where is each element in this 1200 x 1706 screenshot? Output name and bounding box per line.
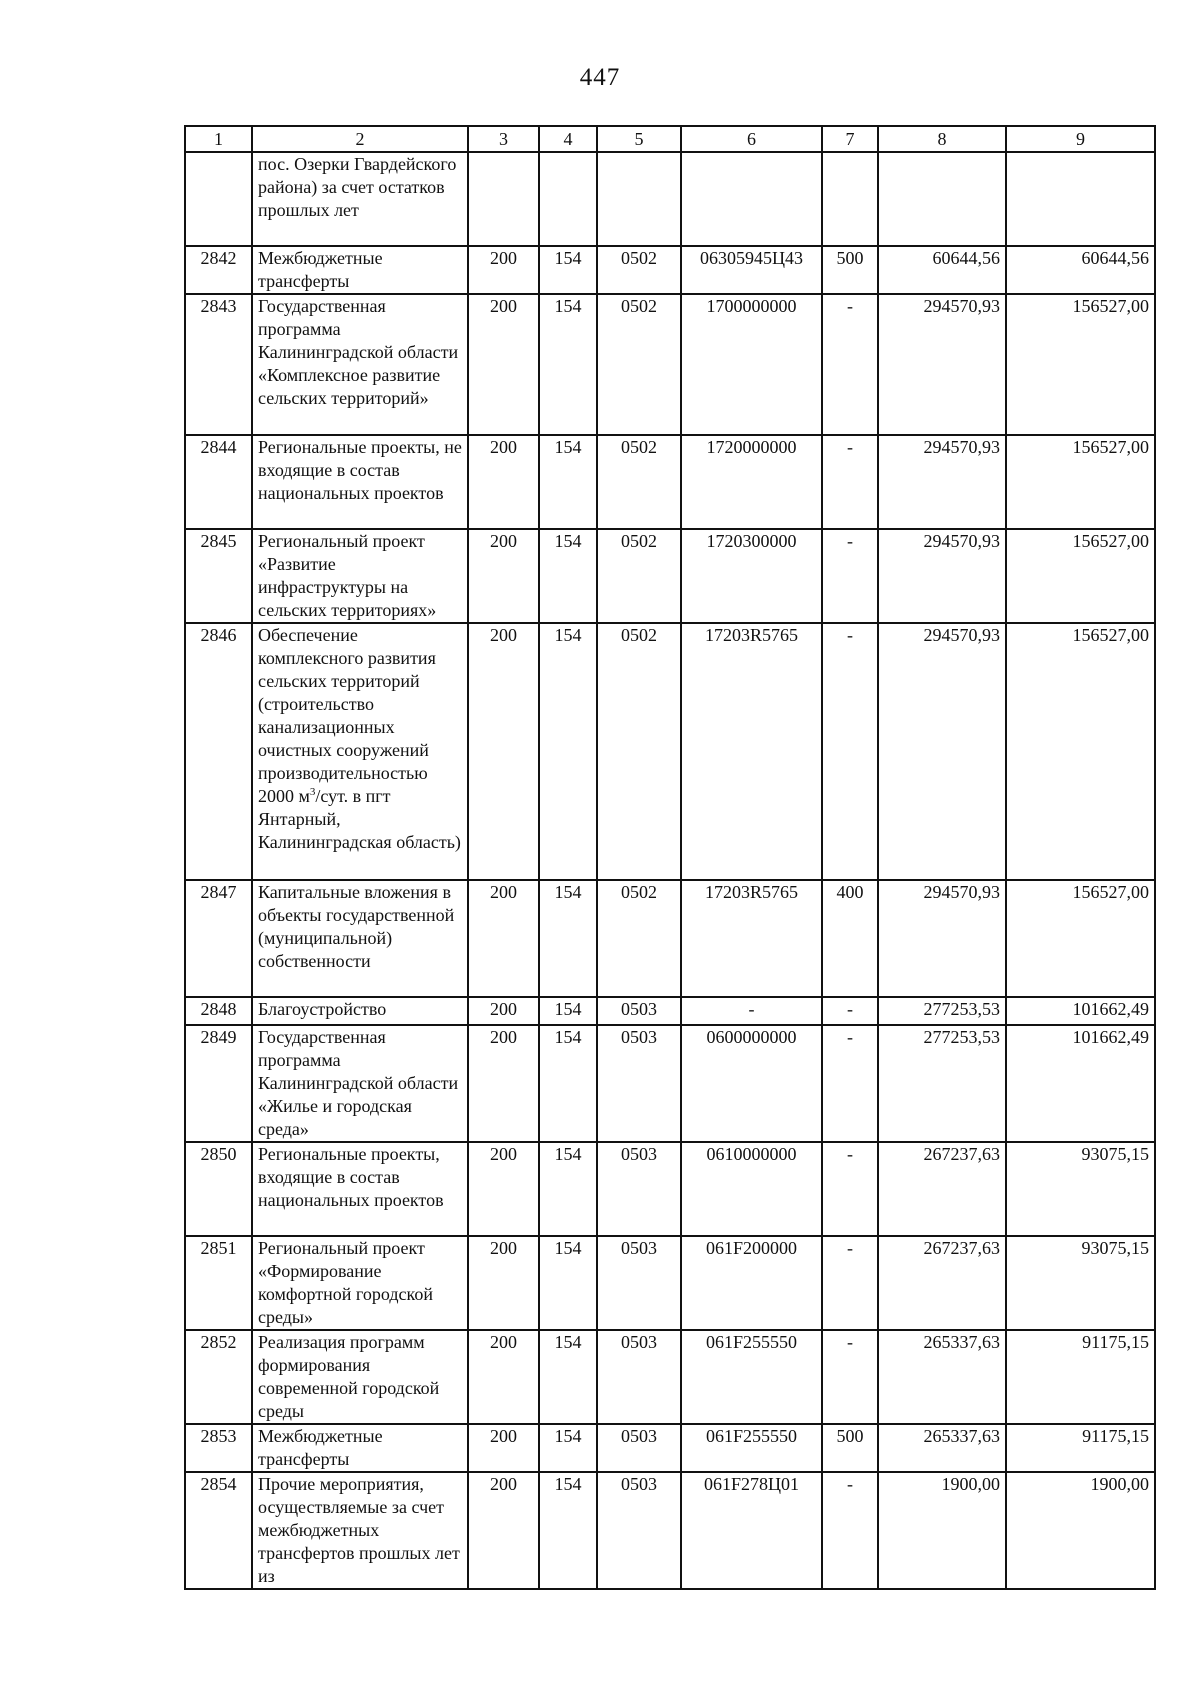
cell-col5: 0502 (597, 623, 681, 880)
cell-col3: 200 (468, 529, 539, 623)
cell-col8: 1900,00 (878, 1472, 1006, 1589)
cell-col7: - (822, 1236, 878, 1330)
row-number-cell (185, 152, 252, 246)
cell-col8: 267237,63 (878, 1142, 1006, 1236)
description-cell (252, 623, 468, 880)
cell-col7: - (822, 623, 878, 880)
column-header: 1 (185, 126, 252, 152)
row-number-cell: 2851 (185, 1236, 252, 1330)
table-row (185, 997, 1155, 1025)
row-number-cell: 2847 (185, 880, 252, 997)
cell-col4: 154 (539, 246, 597, 294)
cell-col4: 154 (539, 1142, 597, 1236)
cell-col3: 200 (468, 623, 539, 880)
table-header-row (185, 126, 1155, 152)
cell-col3: 200 (468, 1330, 539, 1424)
row-number-cell: 2848 (185, 997, 252, 1025)
cell-col6: 17203R5765 (681, 880, 822, 997)
cell-col4 (539, 152, 597, 246)
description-cell: Межбюджетные трансферты (252, 246, 468, 294)
cell-col7: 500 (822, 1424, 878, 1472)
cell-col9: 156527,00 (1006, 435, 1155, 529)
cell-col3 (468, 152, 539, 246)
cell-col9: 1900,00 (1006, 1472, 1155, 1589)
cell-col4: 154 (539, 623, 597, 880)
cell-col7: - (822, 1472, 878, 1589)
cell-col7: - (822, 1025, 878, 1142)
cell-col7: - (822, 1330, 878, 1424)
cell-col5 (597, 152, 681, 246)
cell-col6: 061F200000 (681, 1236, 822, 1330)
table-row (185, 1330, 1155, 1424)
table-row (185, 1142, 1155, 1236)
row-number-cell: 2844 (185, 435, 252, 529)
cell-col8 (878, 152, 1006, 246)
description-cell: пос. Озерки Гвардейского района) за счет остатков прошлых лет (252, 152, 468, 246)
table-row (185, 623, 1155, 880)
cell-col4: 154 (539, 1330, 597, 1424)
table-row (185, 1236, 1155, 1330)
cell-col8: 277253,53 (878, 1025, 1006, 1142)
cell-col6: 061F255550 (681, 1424, 822, 1472)
cell-col9: 91175,15 (1006, 1330, 1155, 1424)
cell-col3: 200 (468, 1236, 539, 1330)
cell-col3: 200 (468, 1472, 539, 1589)
cell-col5: 0502 (597, 294, 681, 435)
cell-col6: 1720300000 (681, 529, 822, 623)
description-cell: Капитальные вложения в объекты государственной (муниципальной) собственности (252, 880, 468, 997)
description-cell: Региональные проекты, не входящие в состав национальных проектов (252, 435, 468, 529)
description-cell: Реализация программ формирования современной городской среды (252, 1330, 468, 1424)
cell-col3: 200 (468, 435, 539, 529)
table-row (185, 152, 1155, 246)
table-row (185, 435, 1155, 529)
cell-col6 (681, 152, 822, 246)
cell-col7: 400 (822, 880, 878, 997)
cell-col4: 154 (539, 1472, 597, 1589)
description-cell: Региональный проект «Формирование комфортной городской среды» (252, 1236, 468, 1330)
cell-col9: 156527,00 (1006, 294, 1155, 435)
row-number-cell: 2843 (185, 294, 252, 435)
cell-col8: 265337,63 (878, 1330, 1006, 1424)
cell-col3: 200 (468, 997, 539, 1025)
table-row (185, 880, 1155, 997)
column-header: 7 (822, 126, 878, 152)
table-row (185, 294, 1155, 435)
cell-col5: 0503 (597, 1424, 681, 1472)
cell-col7 (822, 152, 878, 246)
column-header: 2 (252, 126, 468, 152)
cell-col4: 154 (539, 1424, 597, 1472)
table-row (185, 1424, 1155, 1472)
table-row (185, 529, 1155, 623)
cell-col3: 200 (468, 294, 539, 435)
cell-col7: - (822, 1142, 878, 1236)
description-text: Обеспечение комплексного развития сельских территорий (строительство канализационных очистных сооружений производительностью 2000 м (258, 625, 436, 806)
cell-col4: 154 (539, 529, 597, 623)
cell-col9: 101662,49 (1006, 1025, 1155, 1142)
cell-col3: 200 (468, 246, 539, 294)
table-row (185, 1025, 1155, 1142)
description-cell: Прочие мероприятия, осуществляемые за счет межбюджетных трансфертов прошлых лет из (252, 1472, 468, 1589)
cell-col9: 60644,56 (1006, 246, 1155, 294)
cell-col5: 0502 (597, 435, 681, 529)
cell-col3: 200 (468, 880, 539, 997)
cell-col9: 156527,00 (1006, 880, 1155, 997)
column-header: 9 (1006, 126, 1155, 152)
cell-col9: 101662,49 (1006, 997, 1155, 1025)
cell-col5: 0503 (597, 1330, 681, 1424)
budget-table (184, 125, 1156, 1590)
cell-col5: 0502 (597, 880, 681, 997)
cell-col8: 294570,93 (878, 880, 1006, 997)
row-number-cell: 2850 (185, 1142, 252, 1236)
row-number-cell: 2849 (185, 1025, 252, 1142)
cell-col8: 277253,53 (878, 997, 1006, 1025)
cell-col6: 17203R5765 (681, 623, 822, 880)
cell-col7: - (822, 997, 878, 1025)
cell-col7: - (822, 529, 878, 623)
cell-col5: 0503 (597, 1142, 681, 1236)
cell-col9 (1006, 152, 1155, 246)
cell-col6: - (681, 997, 822, 1025)
table-row (185, 1472, 1155, 1589)
cell-col6: 0600000000 (681, 1025, 822, 1142)
cell-col5: 0503 (597, 997, 681, 1025)
cell-col8: 294570,93 (878, 294, 1006, 435)
cell-col3: 200 (468, 1424, 539, 1472)
cell-col5: 0503 (597, 1472, 681, 1589)
cell-col8: 294570,93 (878, 435, 1006, 529)
cell-col8: 265337,63 (878, 1424, 1006, 1472)
superscript: 3 (309, 786, 316, 798)
cell-col8: 60644,56 (878, 246, 1006, 294)
column-header: 4 (539, 126, 597, 152)
cell-col4: 154 (539, 1236, 597, 1330)
cell-col6: 061F255550 (681, 1330, 822, 1424)
cell-col4: 154 (539, 997, 597, 1025)
cell-col9: 156527,00 (1006, 529, 1155, 623)
cell-col9: 93075,15 (1006, 1142, 1155, 1236)
row-number-cell: 2852 (185, 1330, 252, 1424)
cell-col3: 200 (468, 1142, 539, 1236)
cell-col6: 1700000000 (681, 294, 822, 435)
description-cell: Региональные проекты, входящие в состав национальных проектов (252, 1142, 468, 1236)
cell-col8: 294570,93 (878, 623, 1006, 880)
cell-col5: 0502 (597, 246, 681, 294)
cell-col5: 0503 (597, 1236, 681, 1330)
cell-col6: 0610000000 (681, 1142, 822, 1236)
cell-col8: 294570,93 (878, 529, 1006, 623)
cell-col9: 91175,15 (1006, 1424, 1155, 1472)
row-number-cell: 2853 (185, 1424, 252, 1472)
column-header: 6 (681, 126, 822, 152)
row-number-cell: 2854 (185, 1472, 252, 1589)
cell-col4: 154 (539, 435, 597, 529)
column-header: 3 (468, 126, 539, 152)
cell-col7: 500 (822, 246, 878, 294)
cell-col5: 0502 (597, 529, 681, 623)
row-number-cell: 2842 (185, 246, 252, 294)
cell-col9: 93075,15 (1006, 1236, 1155, 1330)
description-cell: Региональный проект «Развитие инфраструктуры на сельских территориях» (252, 529, 468, 623)
cell-col5: 0503 (597, 1025, 681, 1142)
cell-col6: 06305945Ц43 (681, 246, 822, 294)
cell-col4: 154 (539, 880, 597, 997)
cell-col7: - (822, 294, 878, 435)
column-header: 8 (878, 126, 1006, 152)
cell-col9: 156527,00 (1006, 623, 1155, 880)
description-cell: Благоустройство (252, 997, 468, 1025)
cell-col8: 267237,63 (878, 1236, 1006, 1330)
description-text: /сут. в пгт Янтарный, Калининградская область) (258, 786, 461, 852)
cell-col6: 061F278Ц01 (681, 1472, 822, 1589)
cell-col7: - (822, 435, 878, 529)
cell-col6: 1720000000 (681, 435, 822, 529)
row-number-cell: 2845 (185, 529, 252, 623)
cell-col4: 154 (539, 1025, 597, 1142)
description-cell: Межбюджетные трансферты (252, 1424, 468, 1472)
page-number: 447 (579, 64, 621, 91)
table-row (185, 246, 1155, 294)
description-cell: Государственная программа Калининградской области «Жилье и городская среда» (252, 1025, 468, 1142)
cell-col3: 200 (468, 1025, 539, 1142)
description-cell: Государственная программа Калининградской области «Комплексное развитие сельских территорий» (252, 294, 468, 435)
row-number-cell: 2846 (185, 623, 252, 880)
column-header: 5 (597, 126, 681, 152)
cell-col4: 154 (539, 294, 597, 435)
